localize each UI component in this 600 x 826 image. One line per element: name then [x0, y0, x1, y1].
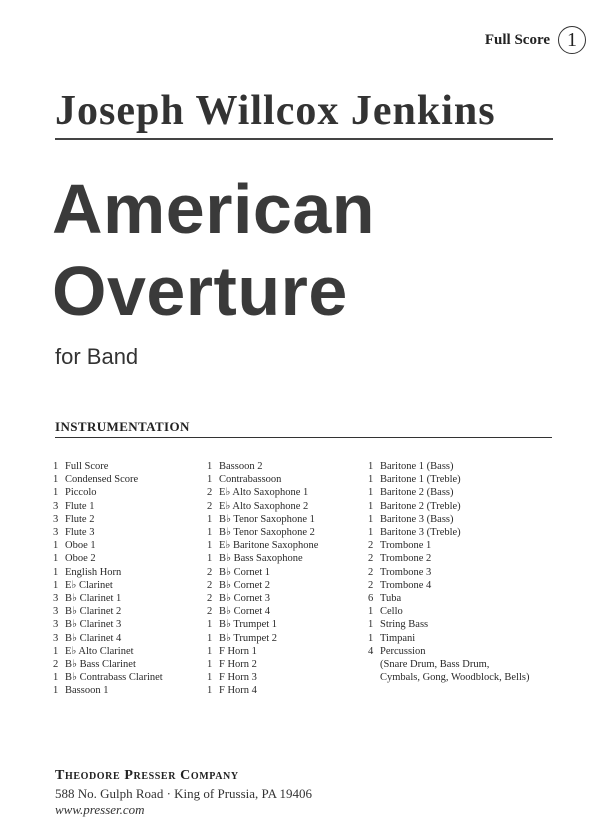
instrument-quantity: 1 — [368, 461, 374, 472]
instrument-row — [207, 579, 367, 592]
full-score-label: Full Score — [484, 31, 550, 48]
instrument-name: B♭ Cornet 2 — [219, 579, 271, 591]
instrument-row — [207, 539, 367, 552]
instrument-name: F Horn 4 — [219, 685, 257, 697]
instrument-name: Baritone 2 (Bass) — [380, 487, 454, 499]
instrument-name: B♭ Tenor Saxophone 1 — [219, 513, 315, 525]
instrument-quantity: 1 — [207, 672, 213, 684]
instrument-row — [368, 473, 568, 486]
instrument-quantity: 1 — [53, 645, 59, 657]
instrument-name: Flute 1 — [65, 500, 95, 512]
instrument-name: Trombone 4 — [380, 579, 432, 591]
instrument-name: Oboe 1 — [65, 540, 96, 552]
instrument-row — [207, 500, 367, 513]
instrument-name: B♭ Cornet 4 — [219, 606, 271, 618]
instrument-quantity: 1 — [53, 540, 59, 552]
instrument-quantity: 2 — [368, 540, 374, 552]
instrument-quantity: 1 — [53, 685, 59, 697]
instrument-quantity: 1 — [368, 632, 374, 644]
instrument-name: B♭ Clarinet 4 — [65, 632, 122, 644]
instrument-quantity: 2 — [207, 500, 213, 512]
instrument-row — [207, 566, 367, 579]
instrument-name: Tuba — [380, 593, 402, 605]
instrument-name: B♭ Clarinet 1 — [65, 593, 122, 605]
instrument-quantity: 1 — [207, 461, 213, 472]
instrument-quantity: 1 — [207, 619, 213, 631]
instrument-quantity: 1 — [368, 606, 374, 618]
composer-name: Joseph Willcox Jenkins — [55, 88, 553, 140]
instrument-row — [368, 552, 568, 565]
instrument-row — [368, 566, 568, 579]
instrument-row — [368, 671, 568, 684]
instrument-row — [207, 684, 367, 697]
instrument-name: Percussion — [380, 645, 426, 657]
instrument-name: B♭ Clarinet 3 — [65, 619, 122, 631]
instrument-quantity: 1 — [53, 553, 59, 565]
instrument-name: Baritone 2 (Treble) — [380, 500, 461, 512]
instrument-name: F Horn 3 — [219, 672, 257, 684]
instrument-row — [207, 618, 367, 631]
instrument-row — [53, 500, 203, 513]
instrument-quantity: 1 — [207, 513, 213, 525]
instrument-name: E♭ Alto Saxophone 1 — [219, 487, 309, 499]
instrument-name: B♭ Clarinet 2 — [65, 606, 122, 618]
header-badge — [485, 26, 586, 54]
instrument-quantity: 2 — [368, 566, 374, 578]
instrument-name: B♭ Bass Saxophone — [219, 553, 303, 565]
instrument-row — [368, 605, 568, 618]
instrument-row — [368, 526, 568, 539]
publisher-website[interactable]: www.presser.com — [55, 802, 145, 817]
instrument-row — [53, 605, 203, 618]
instrument-row — [207, 526, 367, 539]
instrument-quantity: 1 — [207, 632, 213, 644]
instrument-name: Cymbals, Gong, Woodblock, Bells) — [380, 672, 530, 684]
work-title — [52, 168, 375, 332]
instrument-name: Cello — [380, 606, 403, 618]
instrument-name: Oboe 2 — [65, 553, 96, 565]
instrument-name: B♭ Cornet 3 — [219, 593, 271, 605]
instrument-column-3 — [368, 460, 568, 684]
instrument-row — [207, 645, 367, 658]
instrument-name: Bassoon 2 — [219, 461, 263, 472]
instrument-column-2 — [207, 460, 367, 698]
instrument-name: String Bass — [380, 619, 429, 631]
instrument-row — [53, 632, 203, 645]
instrument-quantity: 2 — [207, 579, 213, 591]
instrument-quantity: 2 — [207, 593, 213, 605]
instrument-quantity: 2 — [207, 606, 213, 618]
instrument-name: Flute 3 — [65, 527, 95, 539]
instrument-row — [368, 618, 568, 631]
instrument-name: B♭ Trumpet 1 — [219, 619, 278, 631]
instrument-quantity: 1 — [53, 461, 59, 472]
instrument-row — [53, 579, 203, 592]
publisher-address: 588 No. Gulph Road · King of Prussia, PA 19406 — [55, 786, 313, 801]
instrument-name: Trombone 1 — [380, 540, 432, 552]
instrument-name: Condensed Score — [65, 474, 139, 486]
instrument-quantity: 6 — [368, 593, 374, 605]
instrument-row — [368, 658, 568, 671]
instrument-name: Baritone 3 (Treble) — [380, 527, 461, 539]
instrument-quantity: 1 — [207, 553, 213, 565]
instrument-quantity: 1 — [368, 500, 374, 512]
instrument-row — [53, 473, 203, 486]
instrument-quantity: 3 — [53, 606, 59, 618]
instrument-name: B♭ Tenor Saxophone 2 — [219, 527, 315, 539]
instrument-row — [53, 552, 203, 565]
instrument-name: B♭ Cornet 1 — [219, 566, 271, 578]
instrument-quantity: 2 — [368, 553, 374, 565]
instrument-quantity: 1 — [368, 474, 374, 486]
instrument-quantity: 1 — [53, 474, 59, 486]
instrument-row — [53, 618, 203, 631]
instrument-name: Bassoon 1 — [65, 685, 109, 697]
title-line-1: American — [52, 170, 376, 248]
instrument-quantity: 3 — [53, 513, 59, 525]
instrument-quantity: 1 — [53, 566, 59, 578]
instrument-quantity: 1 — [53, 579, 59, 591]
instrument-row — [368, 592, 568, 605]
instrument-quantity: 1 — [368, 513, 374, 525]
instrumentation-heading: INSTRUMENTATION — [55, 419, 552, 438]
instrument-name: B♭ Trumpet 2 — [219, 632, 278, 644]
instrument-quantity: 1 — [368, 527, 374, 539]
instrument-row — [368, 460, 568, 473]
instrument-name: E♭ Baritone Saxophone — [219, 540, 319, 552]
instrument-row — [368, 579, 568, 592]
instrument-name: F Horn 1 — [219, 645, 257, 657]
instrument-row — [53, 513, 203, 526]
instrument-name: B♭ Bass Clarinet — [65, 659, 136, 671]
instrument-quantity: 3 — [53, 632, 59, 644]
instrument-name: Contrabassoon — [219, 474, 282, 486]
instrument-name: Trombone 2 — [380, 553, 432, 565]
instrument-name: Baritone 3 (Bass) — [380, 513, 454, 525]
instrument-name: Baritone 1 (Bass) — [380, 461, 454, 472]
instrument-row — [53, 460, 203, 473]
instrument-quantity: 1 — [207, 645, 213, 657]
instrument-row — [207, 513, 367, 526]
volume-number-badge: 1 — [558, 26, 586, 54]
instrument-name: (Snare Drum, Bass Drum, — [380, 659, 490, 671]
instrument-row — [53, 566, 203, 579]
instrument-name: Baritone 1 (Treble) — [380, 474, 461, 486]
instrument-row — [53, 645, 203, 658]
instrument-quantity: 2 — [368, 579, 374, 591]
instrument-row — [368, 645, 568, 658]
instrument-name: English Horn — [65, 566, 122, 578]
instrument-name: E♭ Clarinet — [65, 579, 113, 591]
instrument-quantity: 1 — [368, 487, 374, 499]
instrument-quantity: 2 — [207, 487, 213, 499]
instrument-name: E♭ Alto Clarinet — [65, 645, 134, 657]
instrument-name: Piccolo — [65, 487, 97, 499]
instrument-quantity: 1 — [207, 685, 213, 697]
instrument-name: Timpani — [380, 632, 416, 644]
instrument-quantity: 3 — [53, 500, 59, 512]
instrument-quantity: 1 — [53, 672, 59, 684]
instrument-row — [368, 486, 568, 499]
instrument-row — [53, 658, 203, 671]
instrument-row — [53, 684, 203, 697]
instrument-row — [368, 632, 568, 645]
instrument-row — [207, 460, 367, 473]
instrument-row — [207, 552, 367, 565]
instrument-quantity: 3 — [53, 593, 59, 605]
instrument-quantity: 2 — [53, 659, 59, 671]
instrument-row — [207, 473, 367, 486]
instrument-quantity: 1 — [207, 527, 213, 539]
work-subtitle: for Band — [55, 344, 139, 369]
instrument-row — [207, 592, 367, 605]
instrument-row — [207, 671, 367, 684]
instrument-quantity: 4 — [368, 645, 374, 657]
instrument-quantity: 2 — [207, 566, 213, 578]
instrument-quantity: 1 — [368, 619, 374, 631]
instrument-name: F Horn 2 — [219, 659, 257, 671]
instrument-row — [368, 539, 568, 552]
instrument-row — [207, 658, 367, 671]
instrument-name: Flute 2 — [65, 513, 95, 525]
instrument-row — [53, 486, 203, 499]
instrument-row — [368, 500, 568, 513]
instrument-quantity: 3 — [53, 527, 59, 539]
instrument-row — [53, 671, 203, 684]
publisher-name: Theodore Presser Company — [55, 768, 239, 783]
instrument-row — [53, 526, 203, 539]
instrument-row — [53, 592, 203, 605]
instrument-name: Trombone 3 — [380, 566, 432, 578]
instrument-row — [207, 605, 367, 618]
instrument-quantity: 1 — [207, 540, 213, 552]
instrument-row — [207, 632, 367, 645]
title-line-2: Overture — [52, 252, 348, 330]
instrument-quantity: 1 — [207, 474, 213, 486]
instrument-row — [368, 513, 568, 526]
instrument-name: E♭ Alto Saxophone 2 — [219, 500, 309, 512]
instrument-quantity: 3 — [53, 619, 59, 631]
instrument-row — [53, 539, 203, 552]
instrument-quantity: 1 — [207, 659, 213, 671]
instrument-name: B♭ Contrabass Clarinet — [65, 672, 163, 684]
instrument-quantity: 1 — [53, 487, 59, 499]
instrument-row — [207, 486, 367, 499]
instrument-column-1 — [53, 460, 203, 698]
instrument-name: Full Score — [65, 461, 109, 472]
